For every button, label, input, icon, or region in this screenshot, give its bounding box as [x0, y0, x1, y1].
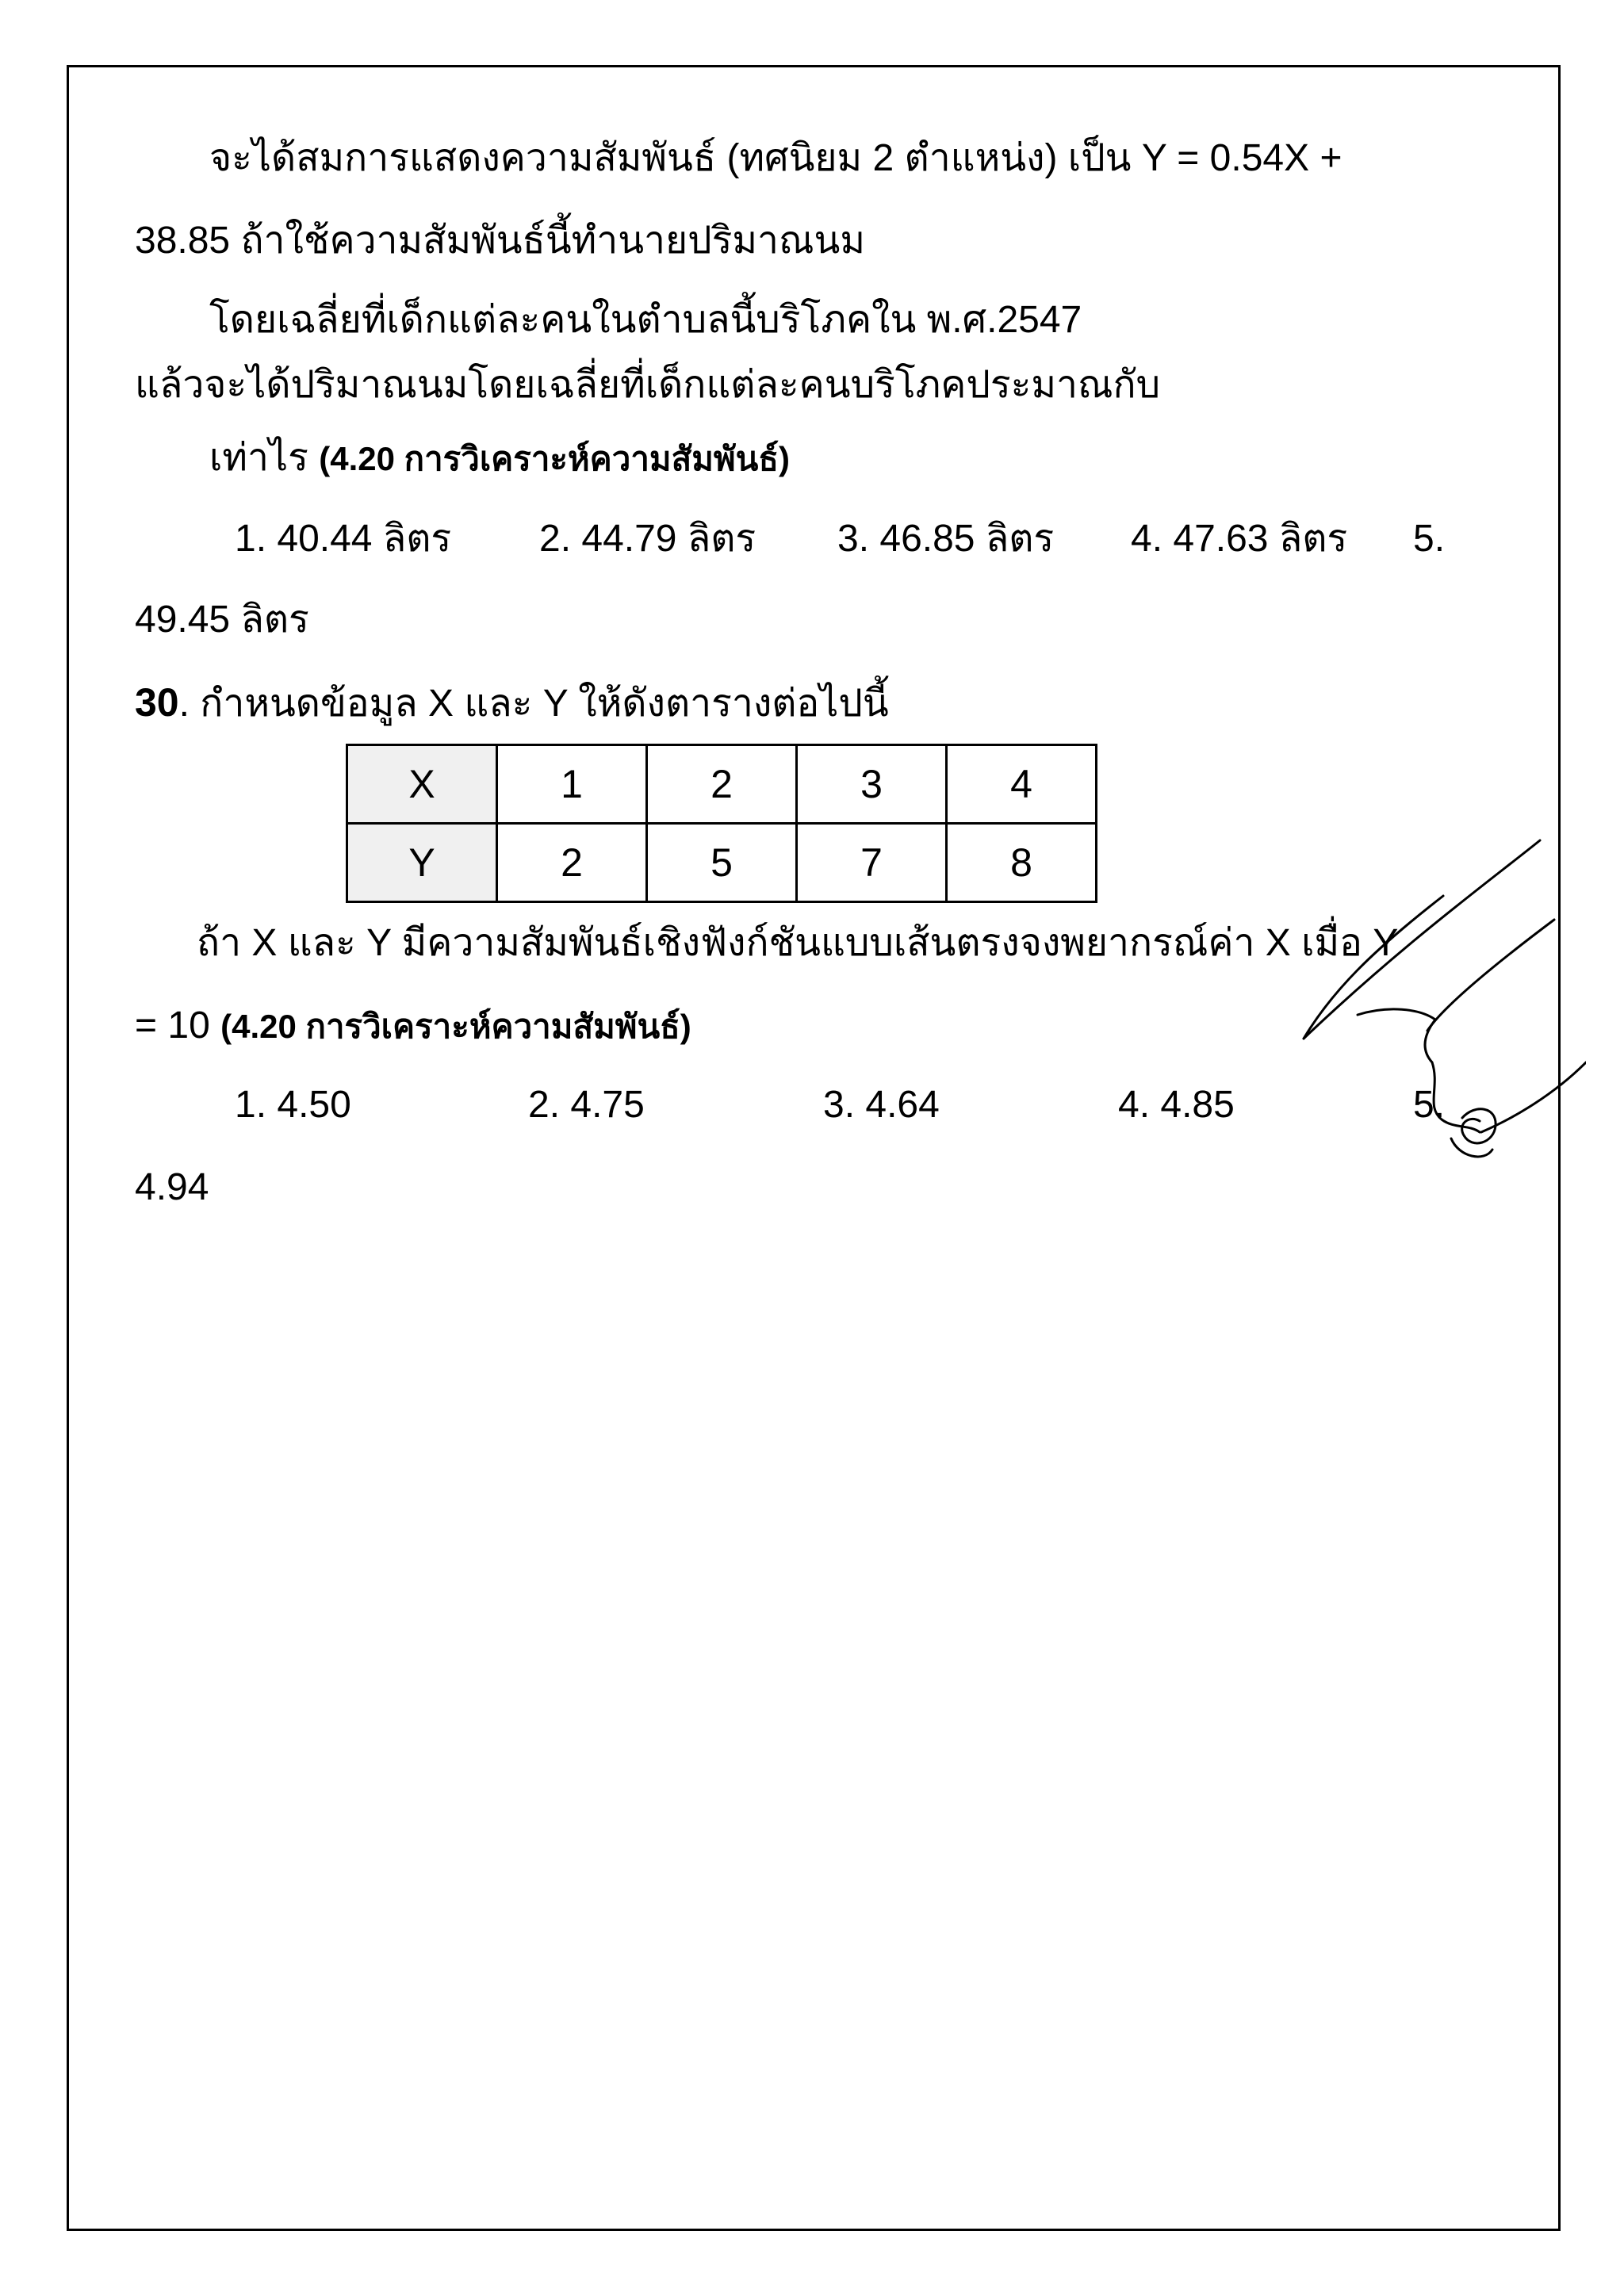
table-cell: 4 [947, 745, 1097, 824]
q29-line-1: จะได้สมการแสดงความสัมพันธ์ (ทศนิยม 2 ตำแหน่ง) เป็น Y = 0.54X + [209, 137, 1342, 179]
q30-line-2-text: = 10 [135, 1004, 210, 1047]
table-cell: 1 [497, 745, 647, 824]
q30-line-2 [135, 1002, 691, 1050]
table-cell: 7 [797, 824, 947, 902]
q30-option-1: 1. 4.50 [235, 1084, 351, 1126]
table-header-y: Y [347, 824, 497, 902]
table-row-x [347, 745, 1097, 824]
q30-option-5: 5. [1413, 1084, 1446, 1126]
table-cell: 2 [647, 745, 797, 824]
q29-option-4: 4. 47.63 ลิตร [1131, 518, 1348, 560]
q29-option-5-value: 49.45 ลิตร [135, 599, 309, 641]
q29-option-1: 1. 40.44 ลิตร [235, 518, 452, 560]
table-cell: 5 [647, 824, 797, 902]
q29-option-5: 5. [1413, 518, 1446, 560]
q29-line-4: แล้วจะได้ปริมาณนมโดยเฉลี่ยที่เด็กแต่ละคนบริโภคประมาณกับ [135, 364, 1161, 406]
q30-topic-tag: (4.20 การวิเคราะห์ความสัมพันธ์) [220, 1008, 691, 1045]
q30-number: 30 [135, 680, 179, 725]
q30-option-5-value: 4.94 [135, 1166, 209, 1208]
q29-line-5 [209, 434, 790, 483]
q29-option-2: 2. 44.79 ลิตร [539, 518, 756, 560]
q30-option-3: 3. 4.64 [823, 1084, 940, 1126]
q30-line-1: ถ้า X และ Y มีความสัมพันธ์เชิงฟังก์ชันแบบเส้นตรงจงพยากรณ์ค่า X เมื่อ Y [197, 922, 1399, 964]
q29-line-2: 38.85 ถ้าใช้ความสัมพันธ์นี้ทำนายปริมาณนม [135, 220, 865, 262]
q30-heading [135, 679, 889, 728]
q30-prompt: . กำหนดข้อมูล X และ Y ให้ดังตารางต่อไปนี้ [178, 683, 889, 725]
table-row-y [347, 824, 1097, 902]
table-header-x: X [347, 745, 497, 824]
table-cell: 8 [947, 824, 1097, 902]
xy-data-table [346, 744, 1097, 903]
q29-line-5-text: เท่าไร [209, 437, 308, 479]
q29-option-3: 3. 46.85 ลิตร [837, 518, 1055, 560]
q29-topic-tag: (4.20 การวิเคราะห์ความสัมพันธ์) [319, 440, 790, 477]
signature-mark [1285, 825, 1586, 1189]
table-cell: 3 [797, 745, 947, 824]
q30-option-4: 4. 4.85 [1118, 1084, 1235, 1126]
table-cell: 2 [497, 824, 647, 902]
q30-option-2: 2. 4.75 [528, 1084, 645, 1126]
q29-line-3: โดยเฉลี่ยที่เด็กแต่ละคนในตำบลนี้บริโภคใน พ.ศ.2547 [209, 299, 1082, 341]
